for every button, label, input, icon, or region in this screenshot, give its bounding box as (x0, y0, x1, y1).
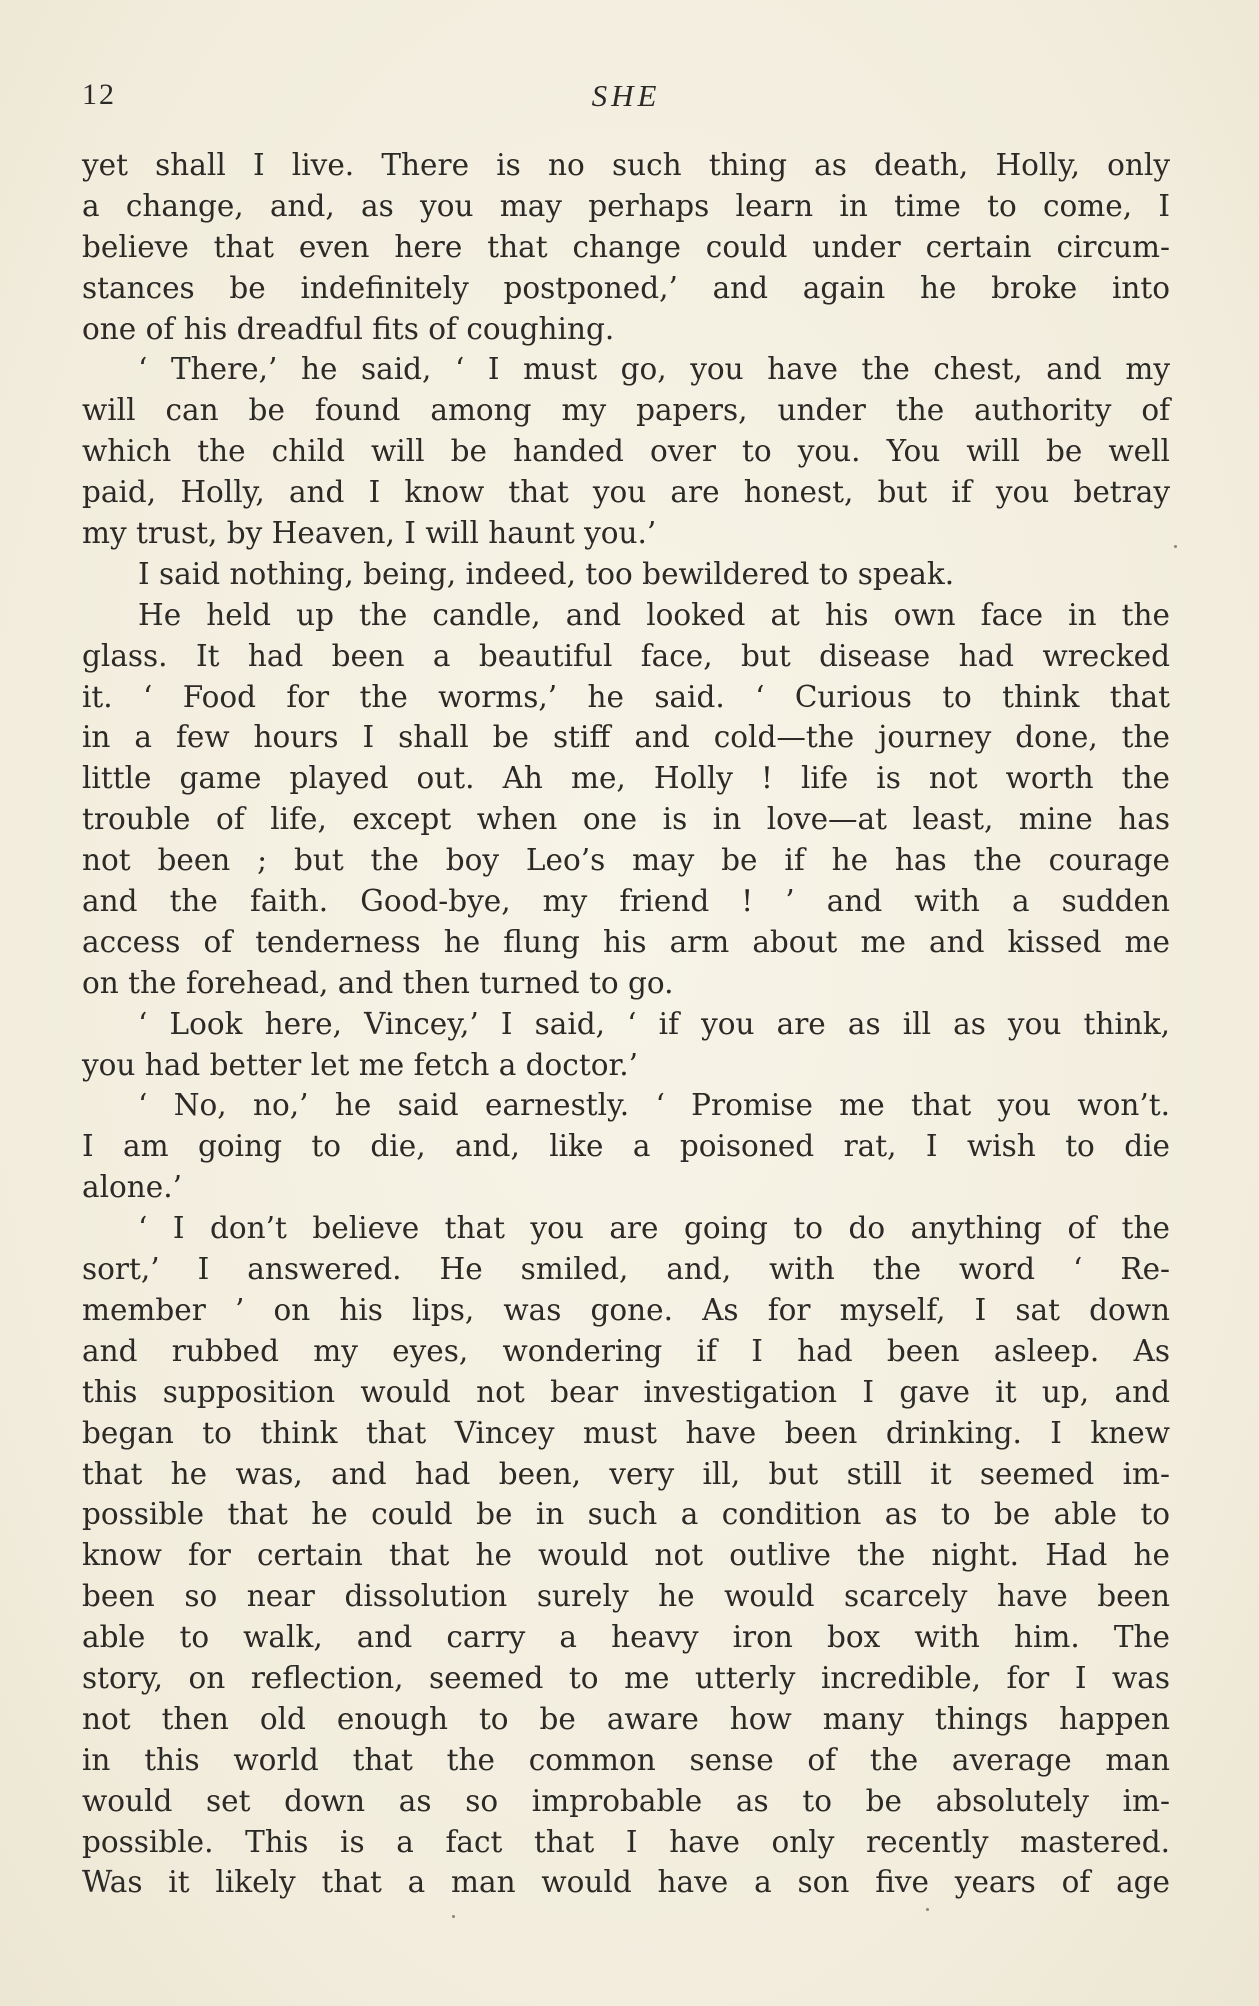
text-line: stances be indefinitely postponed,’ and again he broke into (82, 270, 1170, 305)
text-line: and the faith. Good-bye, my friend ! ’ and with a sudden (82, 884, 1170, 919)
text-line: story, on reflection, seemed to me utterly incredible, for I was (82, 1660, 1170, 1695)
body-text (82, 145, 1170, 1903)
text-line: know for certain that he would not outlive the night. Had he (82, 1538, 1170, 1573)
text-line: one of his dreadful fits of coughing. (82, 311, 615, 346)
text-line: sort,’ I answered. He smiled, and, with the word ‘ Re- (82, 1252, 1170, 1287)
text-line: it. ‘ Food for the worms,’ he said. ‘ Curious to think that (82, 679, 1170, 714)
text-line: ‘ There,’ he said, ‘ I must go, you have the chest, and my (138, 352, 1170, 387)
text-line: you had better let me fetch a doctor.’ (82, 1047, 639, 1082)
text-line: possible that he could be in such a condition as to be able to (82, 1497, 1170, 1532)
text-line: glass. It had been a beautiful face, but disease had wrecked (82, 638, 1170, 673)
text-line: not then old enough to be aware how many things happen (82, 1701, 1170, 1736)
text-line: on the forehead, and then turned to go. (82, 965, 674, 1000)
page-number: 12 (82, 78, 116, 111)
text-line: I said nothing, being, indeed, too bewildered to speak. (138, 556, 955, 591)
running-head (82, 78, 1170, 126)
text-line: which the child will be handed over to you. You will be well (82, 434, 1170, 469)
text-line: that he was, and had been, very ill, but still it seemed im- (82, 1456, 1170, 1491)
text-line: believe that even here that change could under certain circum- (82, 229, 1170, 264)
text-line: would set down as so improbable as to be absolutely im- (82, 1783, 1170, 1818)
text-line: access of tenderness he flung his arm about me and kissed me (82, 924, 1170, 959)
text-line: ‘ No, no,’ he said earnestly. ‘ Promise me that you won’t. (138, 1088, 1170, 1123)
text-line: member ’ on his lips, was gone. As for myself, I sat down (82, 1292, 1170, 1327)
text-line: began to think that Vincey must have been drinking. I knew (82, 1415, 1170, 1450)
text-line: this supposition would not bear investigation I gave it up, and (82, 1374, 1170, 1409)
text-line: ‘ Look here, Vincey,’ I said, ‘ if you are as ill as you think, (138, 1006, 1170, 1041)
text-line: ‘ I don’t believe that you are going to do anything of the (138, 1211, 1170, 1246)
paper-speck (452, 1915, 455, 1918)
text-line: alone.’ (82, 1170, 182, 1205)
text-line: I am going to die, and, like a poisoned rat, I wish to die (82, 1129, 1170, 1164)
text-line: Was it likely that a man would have a son five years of age (82, 1865, 1170, 1900)
text-line: yet shall I live. There is no such thing as death, Holly, only (82, 148, 1170, 182)
paper-speck (926, 1908, 929, 1911)
text-line: able to walk, and carry a heavy iron box with him. The (82, 1620, 1170, 1655)
text-line: paid, Holly, and I know that you are honest, but if you betray (82, 475, 1170, 510)
text-line: in this world that the common sense of the average man (82, 1742, 1170, 1777)
text-line: trouble of life, except when one is in love—at least, mine has (82, 802, 1170, 837)
text-line: and rubbed my eyes, wondering if I had been asleep. As (82, 1333, 1170, 1368)
text-line: not been ; but the boy Leo’s may be if he has the courage (82, 843, 1170, 878)
text-line: my trust, by Heaven, I will haunt you.’ (82, 516, 657, 551)
paper-speck (1174, 545, 1177, 548)
text-line: been so near dissolution surely he would scarcely have been (82, 1579, 1170, 1614)
text-line: possible. This is a fact that I have only recently mastered. (82, 1824, 1170, 1859)
running-title: SHE (591, 78, 661, 113)
text-line: in a few hours I shall be stiff and cold—the journey done, the (82, 720, 1170, 755)
text-line: He held up the candle, and looked at his own face in the (138, 597, 1170, 632)
text-line: will can be found among my papers, under the authority of (82, 393, 1170, 428)
text-line: little game played out. Ah me, Holly ! life is not worth the (82, 761, 1170, 796)
text-line: a change, and, as you may perhaps learn in time to come, I (82, 188, 1170, 223)
